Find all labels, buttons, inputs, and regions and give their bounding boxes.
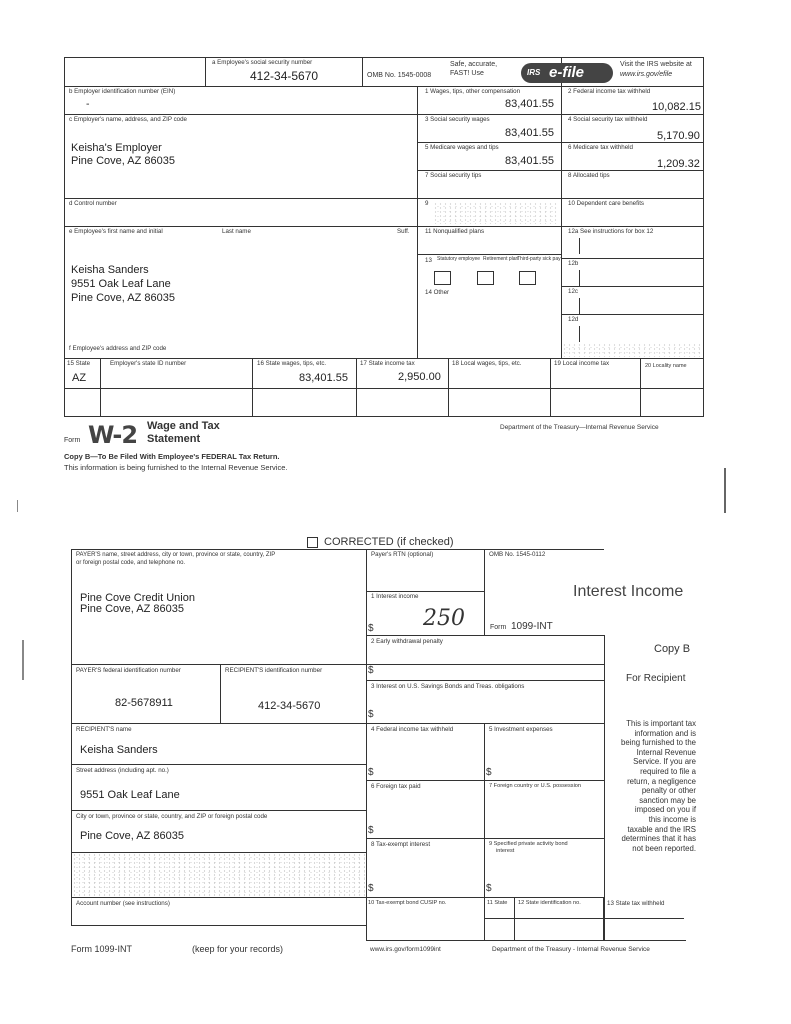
corrected-label: CORRECTED (if checked) xyxy=(324,536,454,548)
notice-line: penalty or other xyxy=(641,786,696,796)
payer-name[interactable]: Pine Cove Credit Union xyxy=(80,592,195,604)
payer-tin[interactable]: 82-5678911 xyxy=(115,697,173,709)
w2-label-d: d Control number xyxy=(69,200,117,207)
int-box13-label: 13 State tax withheld xyxy=(607,900,665,907)
w2-copy-b-sub: This information is being furnished to the Internal Revenue Service. xyxy=(64,463,288,472)
payer-rtn-label: Payer's RTN (optional) xyxy=(371,551,434,558)
notice-line: imposed on you if xyxy=(634,805,696,815)
scan-mark-left-bottom xyxy=(22,640,24,680)
notice-line: sanction may be xyxy=(639,795,696,805)
int-box6-dollar: $ xyxy=(368,825,374,836)
int-form-word: Form xyxy=(490,624,507,631)
w2-right-shading xyxy=(562,343,703,357)
w2-title-line2: Statement xyxy=(147,433,201,445)
recipient-tin-label: RECIPIENT'S identification number xyxy=(225,667,323,674)
w2-box6-label: 6 Medicare tax withheld xyxy=(568,144,634,151)
w2-box4-label: 4 Social security tax withheld xyxy=(568,116,648,123)
w2-box5-value[interactable]: 83,401.55 xyxy=(505,155,554,167)
notice-line: taxable and the IRS xyxy=(627,824,696,834)
int-box1-value[interactable]: 250 xyxy=(423,606,465,631)
int-box4-dollar: $ xyxy=(368,767,374,778)
w2-box13-statutory-checkbox[interactable] xyxy=(434,271,451,285)
w2-visit-line1: Visit the IRS website at xyxy=(620,61,692,68)
w2-label-a: a Employee's social security number xyxy=(212,59,313,66)
notice-line: This is important tax xyxy=(626,719,696,728)
w2-label-b: b Employer identification number (EIN) xyxy=(69,88,176,95)
w2-label-last-name: Last name xyxy=(222,228,251,235)
int-box10-label: 10 Tax-exempt bond CUSIP no. xyxy=(368,900,447,906)
int-box4-label: 4 Federal income tax withheld xyxy=(371,726,454,733)
w2-employee-city[interactable]: Pine Cove, AZ 86035 xyxy=(71,292,175,304)
efile-logo xyxy=(521,63,613,83)
w2-box9-shading xyxy=(433,202,557,224)
w2-box1-label: 1 Wages, tips, other compensation xyxy=(425,88,521,95)
int-box3-label: 3 Interest on U.S. Savings Bonds and Treas. obligations xyxy=(371,683,525,690)
recipient-city[interactable]: Pine Cove, AZ 86035 xyxy=(80,830,184,842)
w2-form-name: W-2 xyxy=(88,421,138,449)
w2-box13-thirdparty-checkbox[interactable] xyxy=(519,271,536,285)
int-footer-url: www.irs.gov/form1099int xyxy=(370,946,441,953)
notice-line: required to file a xyxy=(640,766,696,776)
w2-copy-b: Copy B—To Be Filed With Employee's FEDERAL Tax Return. xyxy=(64,452,280,461)
w2-box15-id-label: Employer's state ID number xyxy=(110,360,187,367)
int-footer-form: Form 1099-INT xyxy=(71,944,133,954)
int-box12-label: 12 State identification no. xyxy=(518,900,581,906)
w2-box14-label: 14 Other xyxy=(425,289,450,296)
w2-ein[interactable]: - xyxy=(86,98,90,110)
int-for-recipient: For Recipient xyxy=(626,673,686,684)
efile-irs: IRS xyxy=(527,68,541,77)
int-footer-keep: (keep for your records) xyxy=(192,944,284,954)
street-label: Street address (including apt. no.) xyxy=(76,767,169,774)
int-box7-label: 7 Foreign country or U.S. possession xyxy=(489,783,582,789)
w2-box16-label: 16 State wages, tips, etc. xyxy=(257,360,327,367)
w2-box8-label: 8 Allocated tips xyxy=(568,172,610,179)
w2-box17-label: 17 State income tax xyxy=(360,360,415,367)
int-footer-dept: Department of the Treasury - Internal Revenue Service xyxy=(492,946,650,953)
int-form-name: 1099-INT xyxy=(511,621,553,632)
int-box9-dollar: $ xyxy=(486,883,492,894)
int-box11-label: 11 State xyxy=(487,900,508,906)
recipient-street[interactable]: 9551 Oak Leaf Lane xyxy=(80,789,180,801)
w2-employee-street[interactable]: 9551 Oak Leaf Lane xyxy=(71,278,171,290)
w2-box12d-label: 12d xyxy=(568,316,579,323)
int-box5-dollar: $ xyxy=(486,767,492,778)
w2-dept: Department of the Treasury—Internal Revenue Service xyxy=(500,424,659,431)
int-box9-label-line2: interest xyxy=(496,848,515,854)
w2-box2-value[interactable]: 10,082.15 xyxy=(652,101,701,113)
w2-box5-label: 5 Medicare wages and tips xyxy=(425,144,499,151)
w2-box10-label: 10 Dependent care benefits xyxy=(568,200,645,207)
w2-form-word: Form xyxy=(64,437,81,444)
w2-box9-label: 9 xyxy=(425,200,429,207)
notice-line: Internal Revenue xyxy=(636,747,696,757)
int-box3-dollar: $ xyxy=(368,709,374,720)
int-box9-label-line1: 9 Specified private activity bond xyxy=(489,841,568,847)
w2-box3-label: 3 Social security wages xyxy=(425,116,490,123)
w2-box11-label: 11 Nonqualified plans xyxy=(425,228,485,235)
scan-mark-right-top xyxy=(724,468,726,513)
w2-box19-label: 19 Local income tax xyxy=(554,360,610,367)
w2-box3-value[interactable]: 83,401.55 xyxy=(505,127,554,139)
notice-line: Service. If you are xyxy=(633,757,696,767)
recipient-tin[interactable]: 412-34-5670 xyxy=(258,700,321,712)
w2-box16-value[interactable]: 83,401.55 xyxy=(299,372,348,384)
int-box6-label: 6 Foreign tax paid xyxy=(371,783,421,790)
w2-box6-value[interactable]: 1,209.32 xyxy=(657,158,700,170)
w2-ssn[interactable]: 412-34-5670 xyxy=(250,69,319,83)
int-copy: Copy B xyxy=(654,643,691,655)
int-omb: OMB No. 1545-0112 xyxy=(489,551,546,558)
notice-line: determines that it has xyxy=(621,834,696,844)
recipient-notice xyxy=(604,719,696,853)
w2-omb: OMB No. 1545-0008 xyxy=(367,72,432,79)
payer-label-line1: PAYER'S name, street address, city or town, province or state, country, ZIP xyxy=(76,552,276,558)
notice-line: this income is xyxy=(648,814,696,824)
w2-box13-statutory: Statutory employee xyxy=(437,256,481,262)
payer-city[interactable]: Pine Cove, AZ 86035 xyxy=(80,603,184,615)
account-label: Account number (see instructions) xyxy=(76,900,170,907)
w2-label-f: f Employee's address and ZIP code xyxy=(69,345,167,352)
notice-line: information and is xyxy=(634,728,696,738)
payer-label-line2: or foreign postal code, and telephone no. xyxy=(76,560,186,566)
int-box1-dollar: $ xyxy=(368,623,374,634)
recipient-name-label: RECIPIENT'S name xyxy=(76,726,132,733)
int-box8-dollar: $ xyxy=(368,883,374,894)
payer-tin-label: PAYER'S federal identification number xyxy=(76,667,181,674)
w2-label-c: c Employer's name, address, and ZIP code xyxy=(69,116,188,123)
w2-title-line1: Wage and Tax xyxy=(147,420,220,432)
notice-line: being furnished to the xyxy=(621,738,696,748)
w2-box12c-label: 12c xyxy=(568,288,578,295)
w2-box17-value[interactable]: 2,950.00 xyxy=(398,371,441,383)
w2-box13-thirdparty: Third-party sick pay xyxy=(517,256,561,262)
efile-text: e-file xyxy=(549,64,585,81)
w2-box15-label: 15 State xyxy=(67,360,91,367)
notice-line: not been reported. xyxy=(632,843,696,853)
w2-visit-line2: www.irs.gov/efile xyxy=(620,71,673,78)
int-box8-label: 8 Tax-exempt interest xyxy=(371,841,431,848)
int-box5-label: 5 Investment expenses xyxy=(489,726,553,733)
w2-box12b-label: 12b xyxy=(568,260,579,267)
w2-box1-value[interactable]: 83,401.55 xyxy=(505,98,554,110)
city-label: City or town, province or state, country, and ZIP or foreign postal code xyxy=(76,813,268,820)
w2-employer-name[interactable]: Keisha's Employer xyxy=(71,142,162,154)
int-box2-dollar: $ xyxy=(368,665,374,676)
w2-label-e: e Employee's first name and initial xyxy=(69,228,163,235)
w2-box20-label: 20 Locality name xyxy=(645,363,687,369)
recipient-name[interactable]: Keisha Sanders xyxy=(80,744,158,756)
w2-safe-line2: FAST! Use xyxy=(450,70,484,77)
w2-employer-city[interactable]: Pine Cove, AZ 86035 xyxy=(71,155,175,167)
w2-safe-line1: Safe, accurate, xyxy=(450,61,498,68)
w2-box15-value[interactable]: AZ xyxy=(72,372,87,384)
int-box2-label: 2 Early withdrawal penalty xyxy=(371,638,443,645)
w2-box2-label: 2 Federal income tax withheld xyxy=(568,88,651,95)
w2-label-suff: Suff. xyxy=(397,228,410,235)
int-title: Interest Income xyxy=(573,583,684,600)
w2-employee-name[interactable]: Keisha Sanders xyxy=(71,264,149,276)
w2-box4-value[interactable]: 5,170.90 xyxy=(657,130,700,142)
notice-line: return, a negligence xyxy=(627,776,696,786)
w2-box7-label: 7 Social security tips xyxy=(425,172,482,179)
int-box1-label: 1 Interest income xyxy=(371,593,419,600)
w2-box18-label: 18 Local wages, tips, etc. xyxy=(452,360,522,367)
w2-box12a-label: 12a See instructions for box 12 xyxy=(568,228,654,235)
scan-mark-left-top xyxy=(17,500,18,512)
corrected-checkbox[interactable] xyxy=(307,537,318,548)
recipient-shading xyxy=(72,853,365,897)
w2-box13-retirement-checkbox[interactable] xyxy=(477,271,494,285)
w2-box13-label: 13 xyxy=(425,257,432,264)
w2-box13-retirement: Retirement plan xyxy=(483,256,519,262)
